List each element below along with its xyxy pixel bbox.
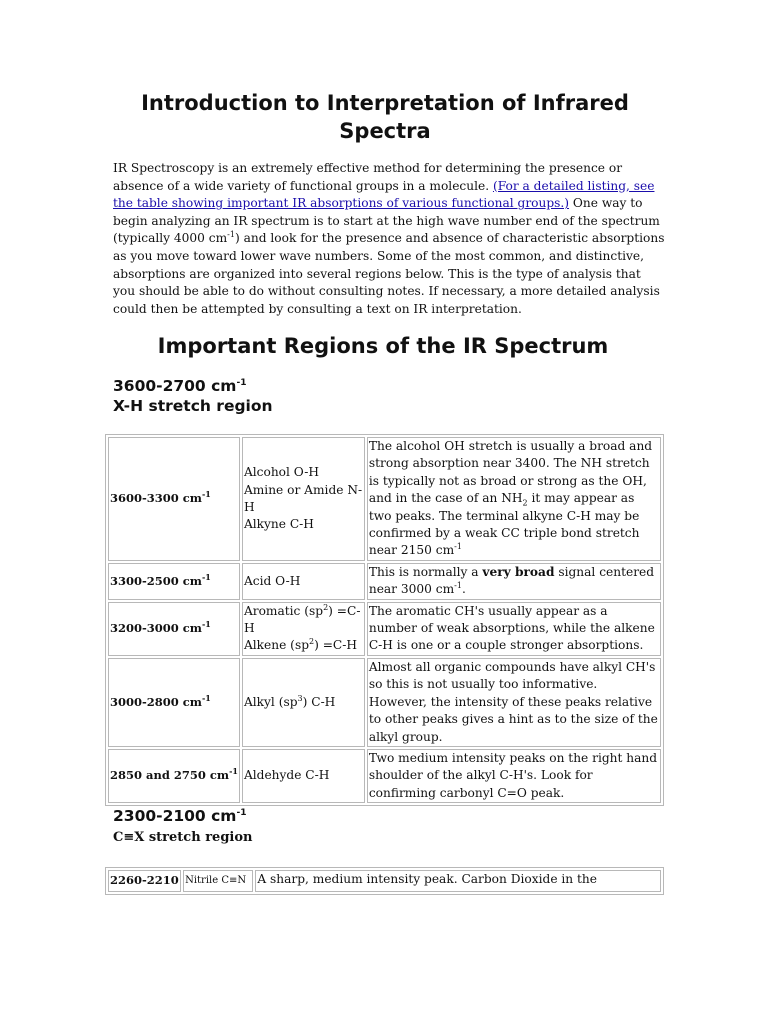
group-text: ) C-H bbox=[302, 694, 336, 709]
region1-sup: -1 bbox=[236, 378, 247, 388]
table-row bbox=[108, 437, 661, 561]
group-cell: Acid O-H bbox=[242, 563, 365, 600]
range-text: 3600-3300 cm bbox=[110, 491, 202, 506]
region1-name: X-H stretch region bbox=[113, 397, 273, 415]
range-cell bbox=[108, 437, 240, 561]
group-line: Alcohol O-H bbox=[243, 465, 319, 480]
desc-bold: very broad bbox=[482, 564, 555, 579]
group-text: Aromatic (sp bbox=[243, 603, 324, 618]
group-cell bbox=[242, 602, 365, 656]
group-sup: 2 bbox=[323, 602, 329, 612]
description-cell bbox=[367, 437, 661, 561]
table-row bbox=[108, 870, 661, 892]
group-cell: Aldehyde C-H bbox=[242, 749, 365, 803]
section-title: Important Regions of the IR Spectrum bbox=[157, 334, 609, 358]
table-row bbox=[108, 749, 661, 803]
region1-range: 3600-2700 cm bbox=[113, 377, 237, 395]
range-sup: -1 bbox=[201, 489, 211, 500]
range-text: 3300-2500 cm bbox=[110, 573, 202, 588]
group-cell: Nitrile C≡N bbox=[183, 870, 253, 892]
region2-sup: -1 bbox=[236, 808, 247, 818]
intro-text-1: IR Spectroscopy is an extremely effective method for determining the presence or absence of a wide variety of functional groups in a molecule. bbox=[113, 161, 623, 193]
region1-heading bbox=[113, 376, 273, 416]
triple-bond-table bbox=[105, 867, 664, 895]
range-cell: 2260-2210 bbox=[108, 870, 181, 892]
range-text: 2850 and 2750 cm bbox=[110, 768, 230, 783]
ir-table-link[interactable]: (For a detailed listing, see the table showing important IR absorptions of various functional groups.) bbox=[113, 178, 655, 211]
intro-sup: -1 bbox=[227, 230, 235, 240]
table-row bbox=[108, 563, 661, 600]
group-text: Alkyl (sp bbox=[243, 694, 298, 709]
range-text: 3000-2800 cm bbox=[110, 694, 202, 709]
group-text: ) =C-H bbox=[314, 638, 358, 653]
page-title: Introduction to Interpretation of Infrared Spectra bbox=[141, 91, 629, 143]
range-cell bbox=[108, 602, 240, 656]
desc-text: The alcohol OH stretch is usually a broad and strong absorption near 3400. The NH stretch is typically not as broad or strong as the OH, and in the case of an NH bbox=[368, 439, 653, 506]
desc-text: it may appear as two peaks. The terminal alkyne C-H may be confirmed by a weak CC triple bond stretch near 2150 cm bbox=[368, 491, 640, 558]
region2-range: 2300-2100 cm bbox=[113, 807, 237, 825]
range-sup: -1 bbox=[201, 692, 211, 703]
range-sup: -1 bbox=[201, 571, 211, 582]
group-sup: 2 bbox=[309, 637, 315, 647]
description-cell: Almost all organic compounds have alkyl CH's so this is not usually too informative. However, the intensity of these peaks relative to other peaks gives a hint as to the size of the alkyl group. bbox=[367, 658, 661, 747]
group-line: Alkyne C-H bbox=[243, 517, 314, 532]
group-sup: 3 bbox=[297, 693, 303, 703]
group-line: Amine or Amide N-H bbox=[243, 482, 363, 514]
region2-heading bbox=[113, 806, 252, 848]
group-text: Alkene (sp bbox=[243, 638, 309, 653]
intro-paragraph bbox=[113, 160, 666, 318]
region2-name: C≡X stretch region bbox=[113, 830, 253, 845]
intro-text-3: ) and look for the presence and absence of characteristic absorptions as you move toward lower wave numbers. Some of the most common, and distinctive, absorptions are organized into several regions below. This is the type of analysis that you should be able to do without consulting notes. If necessary, a more detailed analysis could then be attempted by consulting a text on IR interpretation. bbox=[113, 231, 665, 316]
desc-text: signal centered near 3000 cm bbox=[368, 564, 655, 597]
desc-sub: 2 bbox=[522, 498, 528, 508]
description-cell: The aromatic CH's usually appear as a number of weak absorptions, while the alkene C-H is one or a couple stronger absorptions. bbox=[367, 602, 661, 656]
group-text: ) =C-H bbox=[243, 603, 361, 636]
group-cell bbox=[242, 437, 365, 561]
range-sup: -1 bbox=[201, 619, 211, 630]
range-sup: -1 bbox=[229, 766, 238, 777]
group-cell bbox=[242, 658, 365, 747]
description-cell: Two medium intensity peaks on the right hand shoulder of the alkyl C-H's. Look for confirming carbonyl C=O peak. bbox=[367, 749, 661, 803]
desc-text: This is normally a bbox=[368, 564, 483, 579]
xh-stretch-table bbox=[105, 434, 664, 806]
table-row bbox=[108, 602, 661, 656]
desc-sup: -1 bbox=[454, 542, 462, 552]
range-text: 3200-3000 cm bbox=[110, 621, 202, 636]
table-row bbox=[108, 658, 661, 747]
range-cell bbox=[108, 749, 240, 803]
range-cell bbox=[108, 658, 240, 747]
description-cell: A sharp, medium intensity peak. Carbon Dioxide in the bbox=[255, 870, 661, 892]
desc-text: . bbox=[461, 582, 466, 597]
range-cell bbox=[108, 563, 240, 600]
desc-sup: -1 bbox=[454, 581, 462, 591]
description-cell bbox=[367, 563, 661, 600]
intro-text-2: One way to begin analyzing an IR spectrum is to start at the high wave number end of the spectrum (typically 4000 cm bbox=[113, 196, 660, 246]
